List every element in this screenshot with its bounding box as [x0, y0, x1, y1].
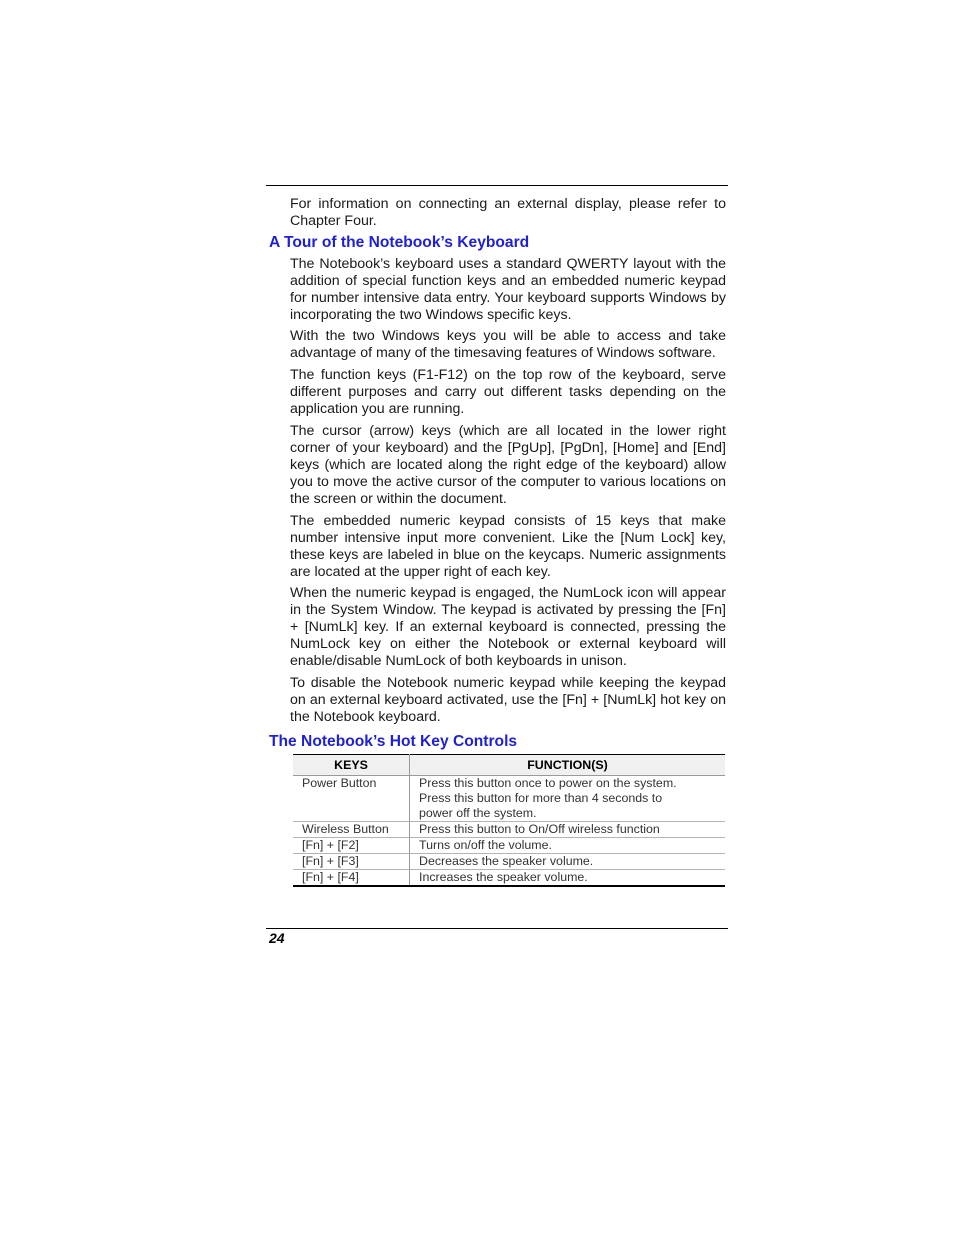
table-row	[293, 854, 725, 870]
footer-rule	[266, 928, 728, 929]
table-row	[293, 776, 725, 822]
key-cell: [Fn] + [F3]	[293, 854, 410, 870]
keyboard-paragraph-3: The function keys (F1-F12) on the top row of the keyboard, serve different purposes and carry out different tasks depending on the application you are running.	[290, 367, 726, 417]
intro-paragraph: For information on connecting an external display, please refer to Chapter Four.	[290, 196, 726, 229]
function-line: power off the system.	[419, 806, 537, 820]
table-row	[293, 822, 725, 838]
function-cell: Press this button to On/Off wireless function	[410, 822, 726, 838]
function-cell	[410, 776, 726, 822]
keyboard-paragraph-5: The embedded numeric keypad consists of 15 keys that make number intensive input more convenient. Like the [Num Lock] key, these keys are labeled in blue on the keycaps. Numeric assignments are located at the upper right of each key.	[290, 513, 726, 580]
key-cell: [Fn] + [F4]	[293, 870, 410, 887]
key-cell: [Fn] + [F2]	[293, 838, 410, 854]
hotkey-table	[293, 754, 725, 887]
function-line: Press this button for more than 4 seconds to	[419, 791, 663, 805]
hotkey-table-header-row	[293, 755, 725, 776]
keyboard-section-heading: A Tour of the Notebook’s Keyboard	[269, 234, 530, 251]
table-row	[293, 838, 725, 854]
keyboard-paragraph-4: The cursor (arrow) keys (which are all located in the lower right corner of your keyboard) and the [PgUp], [PgDn], [Home] and [End] keys (which are located along the right edge of the keyboard) allow you to move the active cursor of the computer to various locations on the screen or within the document.	[290, 423, 726, 507]
keyboard-paragraph-7: To disable the Notebook numeric keypad while keeping the keypad on an external keyboard activated, use the [Fn] + [NumLk] hot key on the Notebook keyboard.	[290, 675, 726, 725]
keyboard-paragraph-2: With the two Windows keys you will be able to access and take advantage of many of the timesaving features of Windows software.	[290, 328, 726, 361]
function-cell: Turns on/off the volume.	[410, 838, 726, 854]
page-number: 24	[269, 930, 285, 946]
hotkey-section-heading: The Notebook’s Hot Key Controls	[269, 733, 518, 750]
key-cell: Power Button	[293, 776, 410, 822]
keys-column-header: KEYS	[293, 755, 410, 776]
keyboard-paragraph-6: When the numeric keypad is engaged, the NumLock icon will appear in the System Window. The keypad is activated by pressing the [Fn] + [NumLk] key. If an external keyboard is connected, pressing the NumLock key on either the Notebook or external keyboard will enable/disable NumLock of both keyboards in unison.	[290, 585, 726, 669]
function-cell: Increases the speaker volume.	[410, 870, 726, 887]
table-row	[293, 870, 725, 887]
functions-column-header: FUNCTION(S)	[410, 755, 726, 776]
key-cell: Wireless Button	[293, 822, 410, 838]
keyboard-paragraph-1: The Notebook’s keyboard uses a standard QWERTY layout with the addition of special function keys and an embedded numeric keypad for number intensive data entry. Your keyboard supports Windows by incorporating the two Windows specific keys.	[290, 256, 726, 323]
function-cell: Decreases the speaker volume.	[410, 854, 726, 870]
header-rule	[266, 185, 728, 186]
function-line: Press this button once to power on the system.	[419, 776, 677, 790]
